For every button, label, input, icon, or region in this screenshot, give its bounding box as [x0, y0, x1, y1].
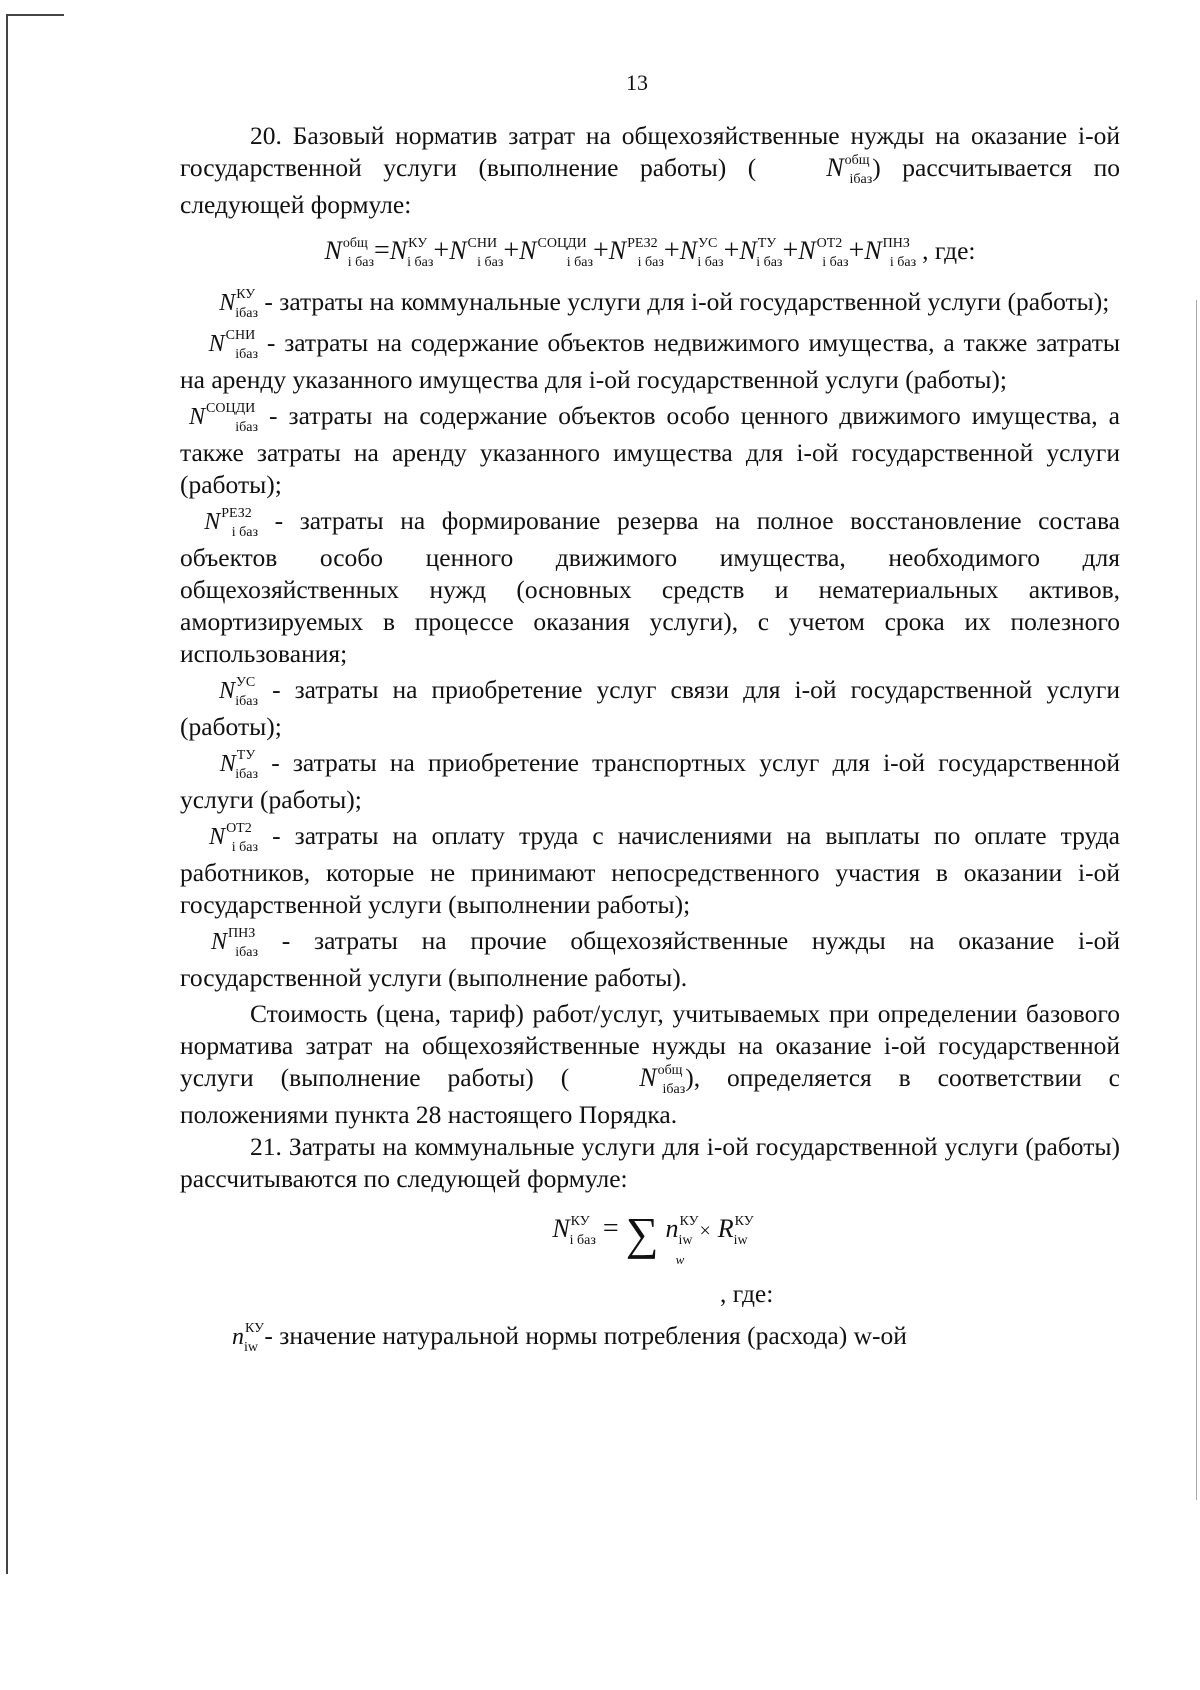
scan-edge-right	[1196, 300, 1197, 1500]
formula-2: $N^{КУ}_{i баз}$ = ∑ $n^{КУ}_{iw} \times R^{КУ}_{iw}$ w	[180, 1213, 1120, 1276]
cost-paragraph-text-b: ), определяется в соответствии с положениями пункта 28 настоящего Порядка.	[180, 1063, 1120, 1129]
page-number: 13	[626, 70, 648, 95]
scan-frame-top	[6, 14, 64, 16]
definitions-list	[180, 286, 1120, 994]
definition-item: $N^{ТУ}_{iбаз}$ - затраты на приобретение транспортных услуг для i-ой государственной услуги (работы);	[180, 748, 1120, 814]
paragraph-21: 21. Затраты на коммунальные услуги для i-ой государственной услуги (работы) рассчитываются по следующей формуле:	[180, 1132, 1120, 1193]
formula-1: $N^{общ}_{i баз}=N^{КУ}_{i баз}+N^{СНИ}_{i баз}+N^{СОЦДИ}_{i баз}+N^{РЕЗ2}_{i баз}+N^{УС}_{i баз}+N^{ТУ}_{i баз}+N^{ОТ2}_{i баз}+N^{ПНЗ}_{i баз}$ , где:	[324, 235, 976, 270]
formula-1-term: $N^{ОТ2}_{i баз}$	[798, 236, 849, 270]
formula-1-term: $N^{ТУ}_{i баз}$	[739, 236, 783, 270]
formula-2-tail: , где:	[720, 1279, 774, 1308]
definition-item: $N^{ОТ2}_{i баз}$ - затраты на оплату труда с начислениями на выплаты по оплате труда работников, которые не принимают непосредственного участия в оказании i-ой государственной услуги (выполнении работы);	[180, 821, 1120, 919]
definition-item: $N^{УС}_{iбаз}$ - затраты на приобретение услуг связи для i-ой государственной услуги (работы);	[180, 675, 1121, 741]
formula-1-term: $N^{общ}_{i баз}$	[324, 236, 374, 270]
sum-index: w	[675, 1252, 685, 1267]
formula-1-term: $N^{КУ}_{i баз}$	[389, 236, 434, 270]
paragraph-20	[180, 120, 1120, 221]
definition-item: $N^{КУ}_{iбаз}$ - затраты на коммунальные услуги для i-ой государственной услуги (работы);	[219, 287, 1110, 321]
definition-item: $N^{СОЦДИ}_{iбаз}$ - затраты на содержание объектов особо ценного движимого имущества, а также затраты на аренду указанного имущества для i-ой государственной услуги (работы);	[180, 401, 1120, 499]
formula-1-term: $N^{СНИ}_{i баз}$	[449, 236, 504, 270]
symbol-n-obsh: $N^{общ}_{iбаз}$	[826, 153, 873, 187]
definition-item: $N^{РЕЗ2}_{i баз}$ - затраты на формирование резерва на полное восстановление состава объектов особо ценного движимого имущества, необходимого для общехозяйственных нужд (основных средств и нематериальных активов, амортизируемых в процессе оказания услуги), с учетом срока их полезного использования;	[180, 506, 1121, 668]
scan-frame-left	[6, 14, 8, 1574]
definition-item: $N^{СНИ}_{iбаз}$ - затраты на содержание объектов недвижимого имущества, а также затраты на аренду указанного имущества для i-ой государственной услуги (работы);	[180, 328, 1120, 394]
formula-1-term: $N^{РЕЗ2}_{i баз}$	[608, 236, 664, 270]
paragraph-20-text-a: 20. Базовый норматив затрат на общехозяйственные нужды на оказание i-ой государственной услуги (выполнение работы) (	[180, 121, 1120, 182]
formula-1-term: $N^{СОЦДИ}_{i баз}$	[519, 236, 593, 270]
sum-sign: ∑	[625, 1208, 659, 1259]
cost-paragraph-text-a: Стоимость (цена, тариф) работ/услуг, учитываемых при определении базового норматива затрат на общехозяйственные нужды на оказание i-ой государственной услуги (выполнение работы) (	[180, 999, 1120, 1092]
document-body	[180, 120, 1120, 1357]
definition-item: $N^{ПНЗ}_{iбаз}$ - затраты на прочие общехозяйственные нужды на оказание i-ой государственной услуги (выполнение работы).	[180, 926, 1120, 992]
paragraph-20-text-b: ) рассчитывается по следующей формуле:	[180, 153, 1120, 219]
symbol-n-obsh-2: $N^{общ}_{iбаз}$	[639, 1063, 686, 1097]
formula-1-term: $N^{УС}_{i баз}$	[679, 236, 724, 270]
cost-paragraph	[180, 998, 1120, 1131]
formula-1-term: $N^{ПНЗ}_{i баз}$	[864, 236, 917, 270]
formula-1-tail: , где:	[922, 236, 976, 265]
definition-n-ku: $n^{КУ}_{iw}$ - значение натуральной нормы потребления (расхода) w-ой	[232, 1321, 907, 1355]
